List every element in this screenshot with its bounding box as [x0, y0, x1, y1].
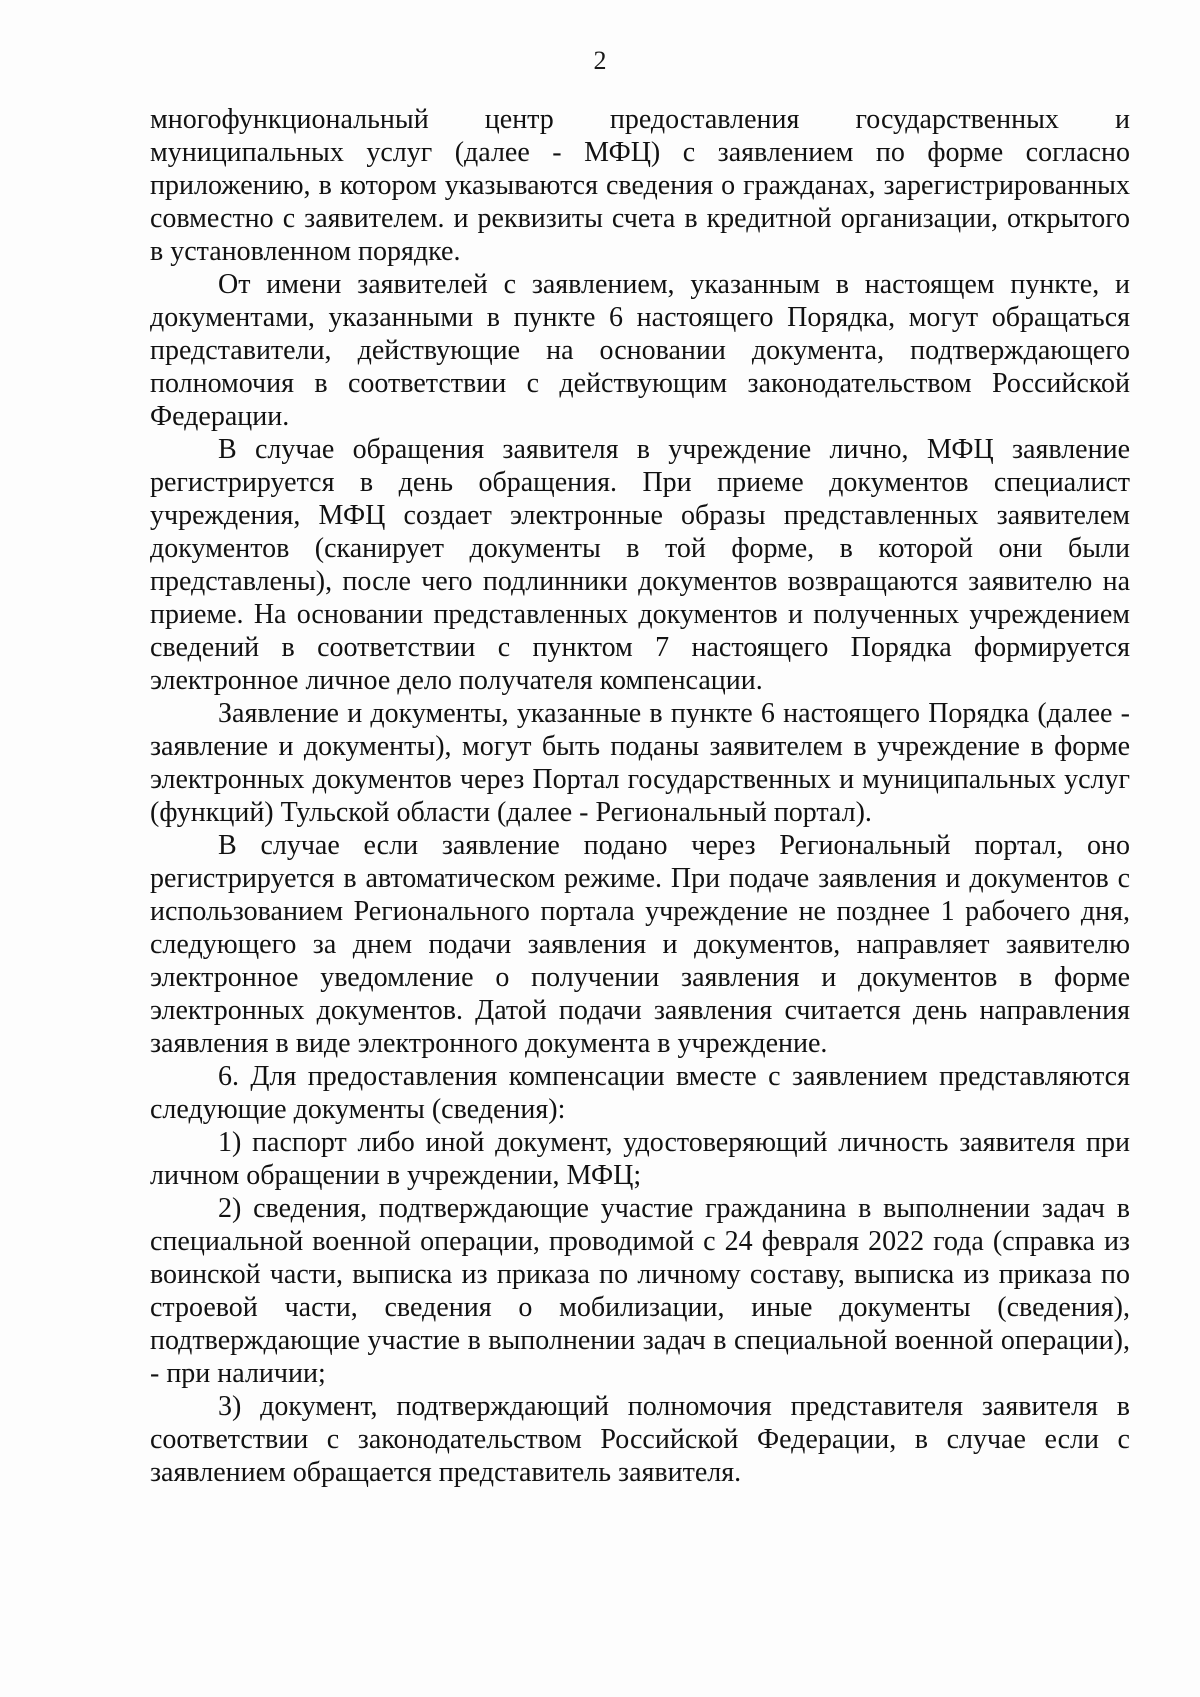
- list-item-1: 1) паспорт либо иной документ, удостоверяющий личность заявителя при личном обращении в учреждении, МФЦ;: [150, 1127, 1130, 1191]
- paragraph-electronic-submission: Заявление и документы, указанные в пункте 6 настоящего Порядка (далее - заявление и документы), могут быть поданы заявителем в учреждение в форме электронных документов через Портал государственных и муниципальных услуг (функций) Тульской области (далее - Региональный портал).: [150, 698, 1130, 828]
- paragraph-personal-appeal: В случае обращения заявителя в учреждение лично, МФЦ заявление регистрируется в день обращения. При приеме документов специалист учреждения, МФЦ создает электронные образы представленных заявителем документов (сканирует документы в той форме, в которой они были представлены), после чего подлинники документов возвращаются заявителю на приеме. На основании представленных документов и полученных учреждением сведений в соответствии с пунктом 7 настоящего Порядка формируется электронное личное дело получателя компенсации.: [150, 434, 1130, 696]
- paragraph-section-6: 6. Для предоставления компенсации вместе с заявлением представляются следующие документы (сведения):: [150, 1061, 1130, 1125]
- document-body: [150, 103, 1130, 1489]
- page-number: 2: [593, 46, 607, 75]
- paragraph-regional-portal: В случае если заявление подано через Региональный портал, оно регистрируется в автоматическом режиме. При подаче заявления и документов с использованием Регионального портала учреждение не позднее 1 рабочего дня, следующего за днем подачи заявления и документов, направляет заявителю электронное уведомление о получении заявления и документов в форме электронных документов. Датой подачи заявления считается день направления заявления в виде электронного документа в учреждение.: [150, 830, 1130, 1059]
- list-item-3: 3) документ, подтверждающий полномочия представителя заявителя в соответствии с законодательством Российской Федерации, в случае если с заявлением обращается представитель заявителя.: [150, 1391, 1130, 1488]
- paragraph-continuation: многофункциональный центр предоставления государственных и муниципальных услуг (далее - МФЦ) с заявлением по форме согласно приложению, в котором указываются сведения о гражданах, зарегистрированных совместно с заявителем. и реквизиты счета в кредитной организации, открытого в установленном порядке.: [150, 104, 1130, 267]
- list-item-2: 2) сведения, подтверждающие участие гражданина в выполнении задач в специальной военной операции, проводимой с 24 февраля 2022 года (справка из воинской части, выписка из приказа по личному составу, выписка из приказа по строевой части, сведения о мобилизации, иные документы (сведения), подтверждающие участие в выполнении задач в специальной военной операции), - при наличии;: [150, 1193, 1130, 1389]
- paragraph-representatives: От имени заявителей с заявлением, указанным в настоящем пункте, и документами, указанными в пункте 6 настоящего Порядка, могут обращаться представители, действующие на основании документа, подтверждающего полномочия в соответствии с действующим законодательством Российской Федерации.: [150, 269, 1130, 432]
